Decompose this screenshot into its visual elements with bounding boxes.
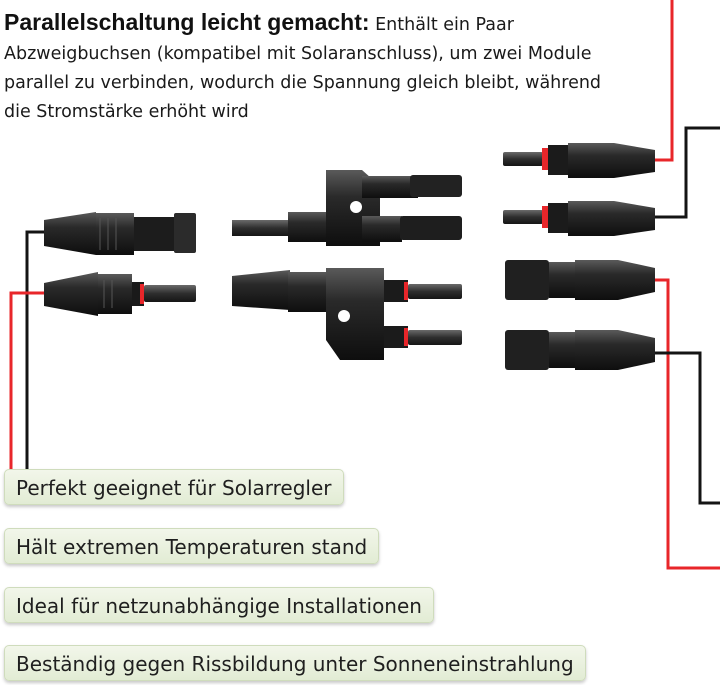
wire-red-right-top (655, 0, 672, 160)
feature-badge-uv-resistant: Beständig gegen Rissbildung unter Sonneneinstrahlung (4, 645, 586, 681)
wire-black-left (27, 232, 44, 475)
wire-black-right-top (655, 128, 720, 217)
right-connector-4 (505, 330, 655, 370)
intro-heading: Parallelschaltung leicht gemacht: (4, 9, 370, 35)
wire-red-right (655, 280, 720, 568)
feature-badge-solar-controller: Perfekt geeignet für Solarregler (4, 469, 344, 505)
right-connector-3 (505, 260, 655, 300)
branch-connector-top (232, 170, 462, 246)
left-connector-male (44, 272, 196, 316)
left-connector-female (44, 212, 196, 255)
right-connector-2 (503, 201, 655, 236)
feature-badge-off-grid: Ideal für netzunabhängige Installationen (4, 587, 434, 623)
branch-connector-bottom (232, 268, 462, 360)
wire-black-right (655, 353, 720, 503)
feature-badge-temperature: Hält extremen Temperaturen stand (4, 528, 379, 564)
right-connector-1 (503, 143, 655, 178)
intro-text: Enthält ein Paar Abzweigbuchsen (kompatibel mit Solaranschluss), um zwei Module parallel zu verbinden, wodurch die Spannung gleich bleibt, während die Stromstärke erhöht wird (4, 15, 602, 122)
